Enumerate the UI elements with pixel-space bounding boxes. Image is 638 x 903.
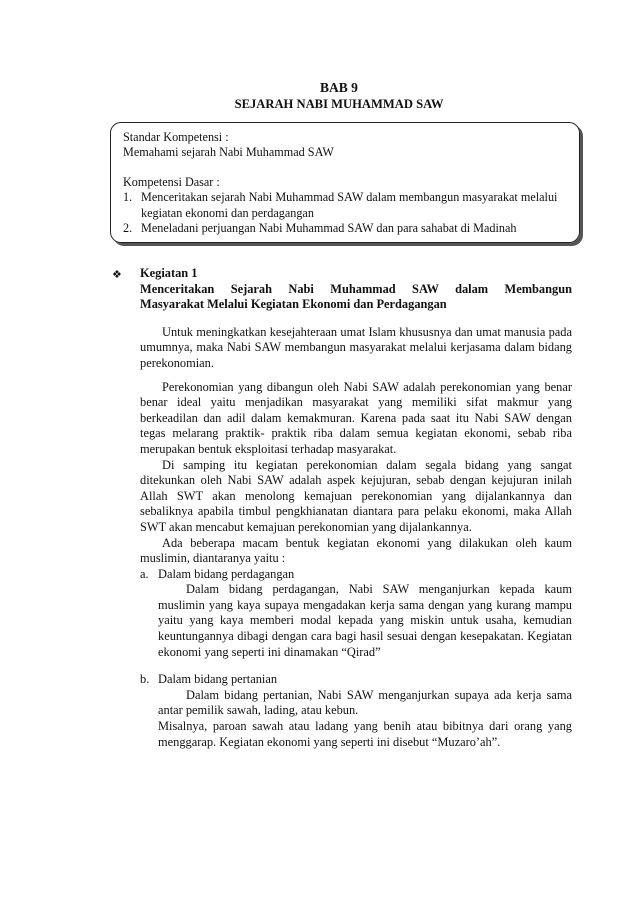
activity-heading-line2: Masyarakat Melalui Kegiatan Ekonomi dan Perdagangan [140,297,447,312]
basic-label: Kompetensi Dasar : [123,174,220,189]
activity-heading-line1: Menceritakan Sejarah Nabi Muhammad SAW dalam Membangun [140,281,572,296]
section-body: Dalam bidang perdagangan, Nabi SAW menganjurkan kepada kaum muslimin yang kaya supaya mengadakan kerja sama dengan yang kurang mampu yaitu yang kaya memberi modal kepada yang miskin untuk usaha, kemudian keuntungannya dibagi dengan cara bagi hasil sesuai dengan kesepakatan. Kegiatan ekonomi yang seperti ini dinamakan “Qirad” [158,582,572,659]
paragraph: Di samping itu kegiatan perekonomian dalam segala bidang yang sangat ditekunkan oleh Nabi SAW adalah aspek kejujuran, sebab dengan kejujuran inilah Allah SWT akan menolong kemajuan perekonomian yang dijalankannya dan sebaliknya apabila timbul pengkhianatan diantara para pelaku ekonomi, maka Allah SWT akan mencabut kemajuan perekonomian yang dijalankannya. [140,457,572,534]
section-trade [140,567,572,661]
competency-item [123,221,569,236]
chapter-title: SEJARAH NABI MUHAMMAD SAW [234,97,444,111]
activity-label: Kegiatan 1 [140,266,198,280]
section-label: a. [140,566,149,581]
competency-list [123,190,569,236]
paragraph: Perekonomian yang dibangun oleh Nabi SAW adalah perekonomian yang benar benar ideal yaitu menjadikan masyarakat yang memiliki sifat makmur yang berkeadilan dan adil dalam kemakmuran. Karena pada saat itu Nabi SAW dengan tegas melarang praktik- praktik riba dalam semua kegiatan ekonomi, sebab riba merupakan bentuk eksploitasi terhadap masyarakat. [140,379,572,456]
chapter-number: BAB 9 [320,80,358,95]
paragraph: Untuk meningkatkan kesejahteraan umat Islam khususnya dan umat manusia pada umumnya, maka Nabi SAW membangun masyarakat melalui kerjasama dalam bidang perekonomian. [140,324,572,370]
competency-item [123,190,569,221]
section-body: Dalam bidang pertanian, Nabi SAW menganjurkan supaya ada kerja sama antar pemilik sawah, lading, atau kebun. [158,687,572,718]
competency-box [110,122,580,243]
standard-text: Memahami sejarah Nabi Muhammad SAW [123,145,334,160]
section-title: Dalam bidang perdagangan [158,566,295,581]
competency-item-number: 2. [123,221,133,236]
standard-label: Standar Kompetensi : [123,130,229,144]
section-agriculture [140,672,572,750]
competency-item-number: 1. [123,190,133,205]
competency-item-text: Menceritakan sejarah Nabi Muhammad SAW dalam membangun masyarakat melalui kegiatan ekonomi dan perdagangan [141,190,558,220]
section-label: b. [140,672,150,687]
section-title: Dalam bidang pertanian [158,672,278,687]
activity-section [140,266,572,750]
competency-item-text: Meneladani perjuangan Nabi Muhammad SAW dan para sahabat di Madinah [141,221,517,236]
diamond-bullet-icon: ❖ [112,269,122,281]
section-body-continued: Misalnya, paroan sawah atau ladang yang benih atau bibitnya dari orang yang menggarap. Kegiatan ekonomi yang seperti ini disebut “Muzaro’ah”. [158,719,572,749]
paragraph: Ada beberapa macam bentuk kegiatan ekonomi yang dilakukan oleh kaum muslimin, diantaranya yaitu : [140,535,572,566]
